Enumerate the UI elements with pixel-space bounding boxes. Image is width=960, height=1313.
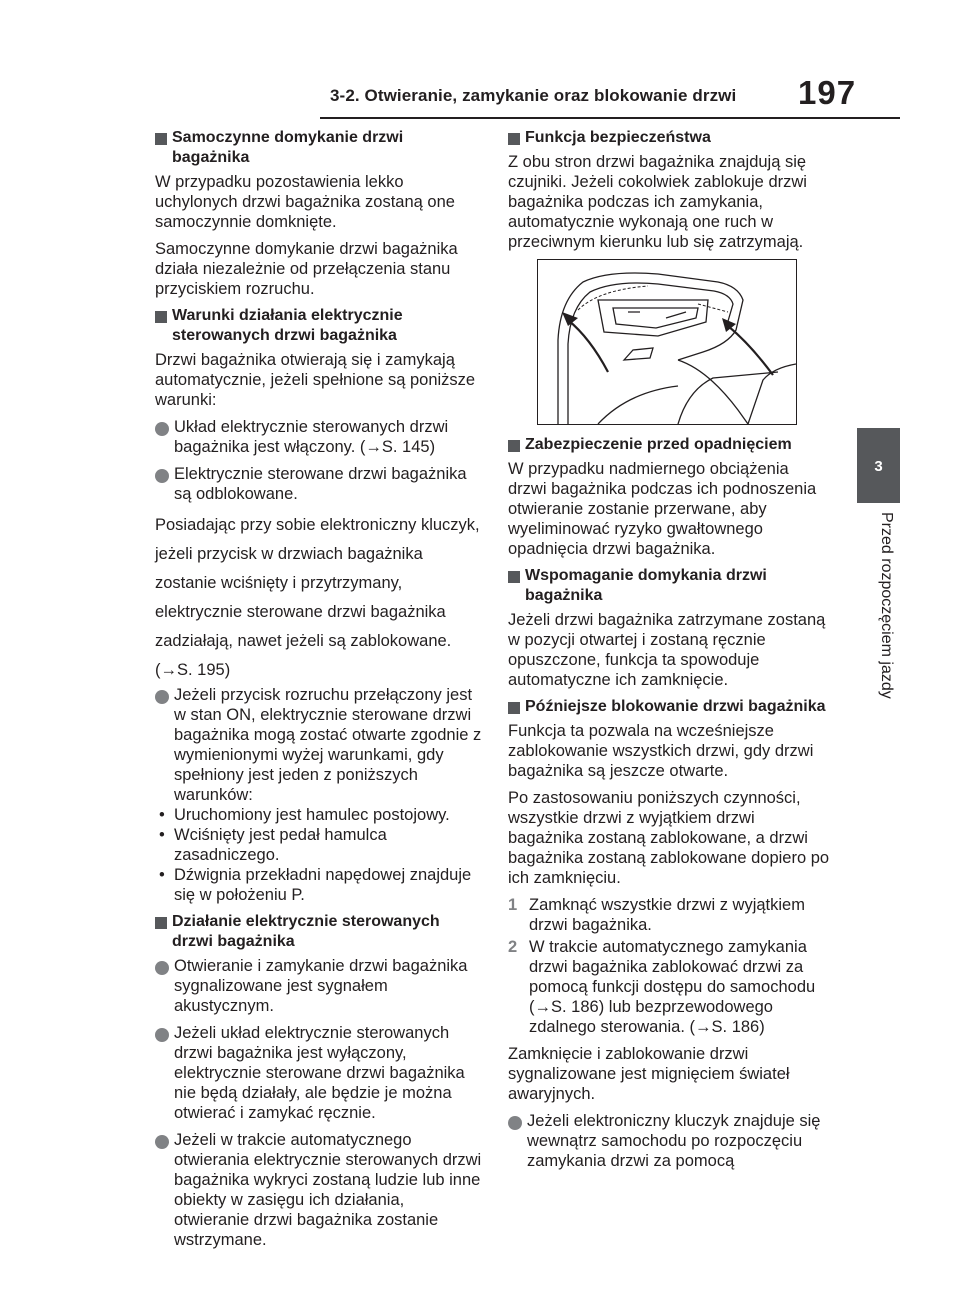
bullet-item: Układ elektrycznie sterowanych drzwi bagażnika jest włączony. (→S. 145) [155, 417, 482, 457]
chapter-tab [857, 428, 900, 503]
square-marker-icon [508, 133, 520, 145]
square-marker-icon [155, 917, 167, 929]
square-marker-icon [155, 311, 167, 323]
chapter-label: Przed rozpoczęciem jazdy [878, 512, 895, 699]
bullet-item: Otwieranie i zamykanie drzwi bagażnika sygnalizowane jest sygnałem akustycznym. [155, 956, 482, 1016]
bullet-point-icon: • [159, 806, 165, 824]
page-number: 197 [798, 74, 857, 111]
bullet-dot-icon [155, 422, 169, 436]
right-column [508, 128, 830, 1178]
section-heading: Zabezpieczenie przed opadnięciem [508, 435, 830, 455]
section-heading: Funkcja bezpieczeństwa [508, 128, 830, 148]
bullet-item: Elektrycznie sterowane drzwi bagażnika są odblokowane. [155, 464, 482, 504]
dash-item: • Uruchomiony jest hamulec postojowy. [159, 806, 450, 824]
bullet-item: Jeżeli w trakcie automatycznego otwierania elektrycznie sterowanych drzwi bagażnika wykryci zostaną ludzie lub inne obiekty w zasięgu ich działania, otwieranie drzwi bagażnika zostanie wstrzymane. [155, 1130, 482, 1250]
section-heading: Samoczynne domykanie drzwi bagażnika [155, 128, 482, 168]
section-heading: Wspomaganie domykania drzwi bagażnika [508, 566, 830, 606]
paragraph: Samoczynne domykanie drzwi bagażnika działa niezależnie od przełączenia stanu przyciskiem rozruchu. [155, 240, 458, 298]
paragraph: Po zastosowaniu poniższych czynności, wszystkie drzwi z wyjątkiem drzwi bagażnika zostaną zablokowane, a drzwi bagażnika zostaną zablokowane dopiero po ich zamknięciu. [508, 789, 830, 887]
header-rule [320, 117, 900, 119]
paragraph: Funkcja ta pozwala na wcześniejsze zablokowanie wszystkich drzwi, gdy drzwi bagażnika są jeszcze otwarte. [508, 722, 814, 780]
bullet-dot-icon [155, 1135, 169, 1149]
square-marker-icon [508, 571, 520, 583]
bullet-dot-icon [155, 961, 169, 975]
dash-item: • Wciśnięty jest pedał hamulca zasadniczego. [159, 826, 387, 864]
bullet-dot-icon [155, 1028, 169, 1042]
square-marker-icon [508, 702, 520, 714]
section-heading: Działanie elektrycznie sterowanych drzwi bagażnika [155, 912, 482, 952]
tailgate-sensor-illustration [537, 259, 797, 425]
numbered-step: 2 W trakcie automatycznego zamykania drzwi bagażnika zablokować drzwi za pomocą funkcji dostępu do samochodu (→S. 186) lub bezprzewodowego zdalnego sterowania. (→S. 186) [508, 938, 816, 1036]
paragraph: Posiadając przy sobie elektroniczny kluczyk, jeżeli przycisk w drzwiach bagażnika zostanie wciśnięty i przytrzymany, elektrycznie sterowane drzwi bagażnika zadziałają, nawet jeżeli są zablokowane. (→S. 195) [155, 516, 480, 679]
bullet-item: Jeżeli układ elektrycznie sterowanych drzwi bagażnika jest wyłączony, elektrycznie sterowane drzwi bagażnika nie będą działały, ale będzie je można otwierać i zamykać ręcznie. [155, 1023, 482, 1123]
section-heading: Warunki działania elektrycznie sterowanych drzwi bagażnika [155, 306, 482, 346]
square-marker-icon [508, 440, 520, 452]
step-number: 2 [508, 938, 518, 956]
bullet-dot-icon [155, 690, 169, 704]
tailgate-illustration-graphic [538, 260, 796, 424]
paragraph: Zamknięcie i zablokowanie drzwi sygnalizowane jest mignięciem świateł awaryjnych. [508, 1045, 790, 1103]
bullet-point-icon: • [159, 826, 165, 844]
chapter-number: 3 [874, 458, 883, 475]
paragraph: Drzwi bagażnika otwierają się i zamykają automatycznie, jeżeli spełnione są poniższe warunki: [155, 351, 476, 409]
paragraph: W przypadku nadmiernego obciążenia drzwi bagażnika podczas ich podnoszenia otwieranie zostanie przerwane, aby wyeliminować ryzyko gwałtownego opadnięcia drzwi bagażnika. [508, 460, 817, 558]
step-number: 1 [508, 896, 518, 914]
bullet-dot-icon [508, 1116, 522, 1130]
left-column [155, 128, 482, 1257]
header-title: 3-2. Otwieranie, zamykanie oraz blokowanie drzwi [330, 86, 737, 105]
paragraph: W przypadku pozostawienia lekko uchylonych drzwi bagażnika zostaną one samoczynnie domknięte. [155, 173, 455, 231]
numbered-step: 1 Zamknąć wszystkie drzwi z wyjątkiem drzwi bagażnika. [508, 896, 805, 934]
dash-item: • Dźwignia przekładni napędowej znajduje się w położeniu P. [159, 866, 472, 904]
bullet-item: Jeżeli przycisk rozruchu przełączony jest w stan ON, elektrycznie sterowane drzwi bagażnika mogą zostać otwarte zgodnie z wymienionymi wyżej warunkami, gdy spełniony jest jeden z poniższych warunków: [155, 685, 482, 805]
bullet-item: Jeżeli elektroniczny kluczyk znajduje się wewnątrz samochodu po rozpoczęciu zamykania drzwi za pomocą [508, 1111, 830, 1171]
bullet-point-icon: • [159, 866, 165, 884]
paragraph: Z obu stron drzwi bagażnika znajdują się czujniki. Jeżeli cokolwiek zablokuje drzwi bagażnika podczas ich zamykania, automatycznie wykonają one ruch w przeciwnym kierunku lub się zatrzymają. [508, 153, 807, 251]
bullet-dot-icon [155, 469, 169, 483]
paragraph: Jeżeli drzwi bagażnika zatrzymane zostaną w pozycji otwartej i zostaną ręcznie opuszczone, funkcja ta spowoduje automatyczne ich zamknięcie. [508, 611, 826, 689]
square-marker-icon [155, 133, 167, 145]
section-heading: Późniejsze blokowanie drzwi bagażnika [508, 697, 830, 717]
